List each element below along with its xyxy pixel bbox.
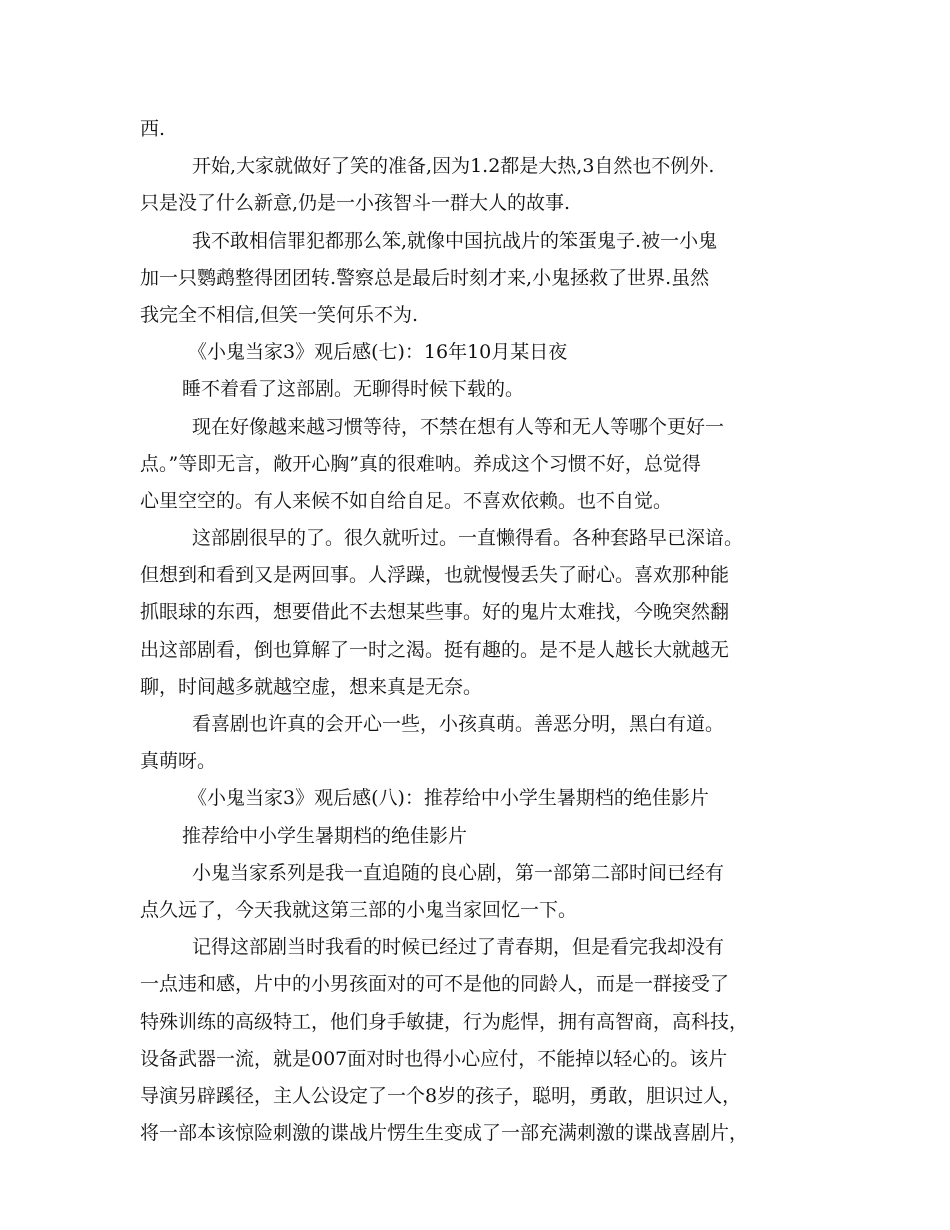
text-line: 但想到和看到又是两回事。人浮躁，也就慢慢丢失了耐心。喜欢那种能 [140, 564, 730, 587]
text-line: 小鬼当家系列是我一直追随的良心剧，第一部第二部时间已经有 [192, 861, 725, 884]
text-line: 推荐给中小学生暑期档的绝佳影片 [182, 824, 468, 847]
text-line: 现在好像越来越习惯等待，不禁在想有人等和无人等哪个更好一 [192, 415, 725, 438]
text-line: 开始,大家就做好了笑的准备,因为1.2都是大热,3自然也不例外. [192, 155, 715, 178]
text-line: 记得这部剧当时我看的时候已经过了青春期，但是看完我却没有 [192, 936, 725, 959]
text-line: 出这部剧看，倒也算解了一时之渴。挺有趣的。是不是人越长大就越无 [140, 638, 730, 661]
text-line: 将一部本该惊险刺激的谍战片愣生生变成了一部充满刺激的谍战喜剧片， [140, 1122, 749, 1145]
text-line: 真萌呀。 [140, 750, 217, 773]
text-line: 看喜剧也许真的会开心一些，小孩真萌。善恶分明，黑白有道。 [192, 713, 725, 735]
text-line: 抓眼球的东西，想要借此不去想某些事。好的鬼片太难找，今晚突然翻 [140, 601, 730, 624]
text-line: 点久远了，今天我就这第三部的小鬼当家回忆一下。 [140, 898, 578, 921]
text-line: 加一只鹦鹉整得团团转.警察总是最后时刻才来,小鬼拯救了世界.虽然 [140, 266, 710, 289]
text-line: 西. [140, 118, 166, 140]
text-line: 点。”等即无言，敞开心胸”真的很难呐。养成这个习惯不好，总觉得 [140, 452, 701, 475]
text-line: 我完全不相信,但笑一笑何乐不为. [140, 303, 419, 326]
text-line: 这部剧很早的了。很久就听过。一直懒得看。各种套路早已深谙。 [192, 527, 744, 550]
text-line: 睡不着看了这部剧。无聊得时候下载的。 [182, 378, 525, 401]
text-line: 设备武器一流，就是007面对时也得小心应付，不能掉以轻心的。该片 [140, 1047, 728, 1070]
text-line: 导演另辟蹊径，主人公设定了一个8岁的孩子，聪明，勇敢，胆识过人， [140, 1084, 742, 1107]
section-heading: 《小鬼当家3》观后感(七)：16年10月某日夜 [188, 341, 568, 364]
text-line: 一点违和感，片中的小男孩面对的可不是他的同龄人，而是一群接受了 [140, 973, 730, 996]
text-line: 特殊训练的高级特工，他们身手敏捷，行为彪悍，拥有高智商，高科技， [140, 1010, 749, 1033]
text-line: 心里空空的。有人来候不如自给自足。不喜欢依赖。也不自觉。 [140, 489, 673, 512]
text-line: 我不敢相信罪犯都那么笨,就像中国抗战片的笨蛋鬼子.被一小鬼 [192, 229, 718, 252]
section-heading: 《小鬼当家3》观后感(八)：推荐给中小学生暑期档的绝佳影片 [188, 787, 709, 810]
text-line: 只是没了什么新意,仍是一小孩智斗一群大人的故事. [140, 192, 571, 215]
document-body [140, 111, 820, 1152]
text-line: 聊，时间越多就越空虚，想来真是无奈。 [140, 675, 483, 698]
